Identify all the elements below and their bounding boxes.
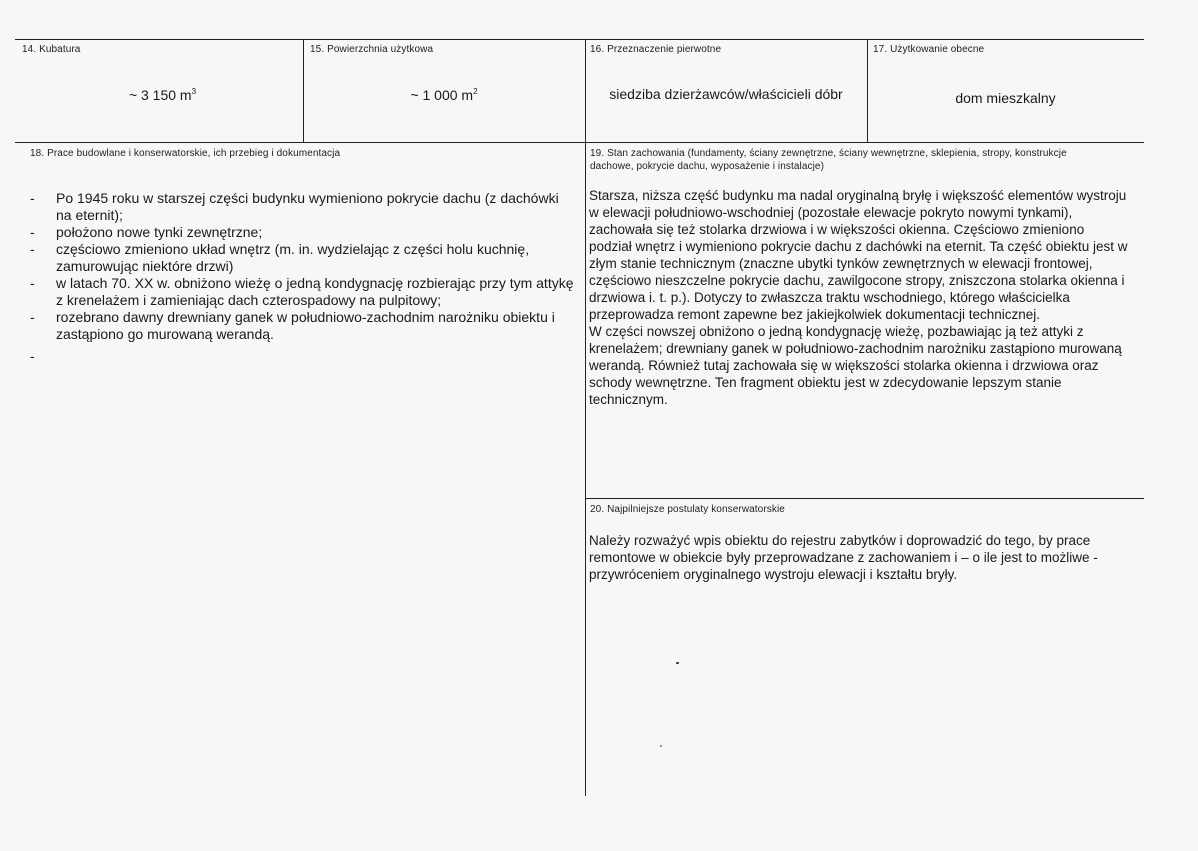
middle-rule xyxy=(15,142,1144,143)
list-item-text: Po 1945 roku w starszej części budynku wymieniono pokrycie dachu (z dachówki na eternit); xyxy=(56,190,559,223)
list-dash: - xyxy=(30,275,35,291)
field-14-label: 14. Kubatura xyxy=(22,44,81,55)
list-dash: - xyxy=(30,190,35,206)
list-dash: - xyxy=(30,241,35,257)
list-item-text: rozebrano dawny drewniany ganek w południowo-zachodnim narożniku obiektu i zastąpiono go murowaną werandą. xyxy=(56,309,555,342)
field-19-text: Starsza, niższa część budynku ma nadal oryginalną bryłę i większość elementów wystroju w elewacji południowo-wschodniej (pozostałe elewacje pokryto nowymi tynkami), zachowała się też stolarka drzwiowa i w większości okienna. Częściowo zmieniono podział wnętrz i wymieniono pokrycie dachu z dachówki na eternit. Ta część obiektu jest w złym stanie technicznym (znaczne ubytki tynków zewnętrznych w elewacji frontowej, częściowo nieszczelne pokrycie dachu, zawilgocone stropy, zniszczona stolarka okienna i drzwiowa i. t. p.). Dotyczy to zwłaszcza traktu wschodniego, którego właścicielka przeprowadza remont zapewne bez jakiejkolwiek dokumentacji technicznej. W części nowszej obniżono o jedną kondygnację wieżę, pozbawiając ją też attyki z krenelażem; drewniany ganek w południowo-zachodnim narożniku zastąpiono murowaną werandą. Również tutaj zachowała się w większości stolarka okienna i drzwiowa oraz schody wewnętrzne. Ten fragment obiektu jest w zdecydowanie lepszym stanie technicznym. xyxy=(589,188,1128,407)
list-item xyxy=(30,275,578,309)
field-14-value-text: ~ 3 150 m xyxy=(128,87,192,103)
field-20-text: Należy rozważyć wpis obiektu do rejestru zabytków i doprowadzić do tego, by prace remontowe w obiekcie były przeprowadzane z zachowaniem i – o ile jest to możliwe - przywróceniem oryginalnego wystroju elewacji i kształtu bryły. xyxy=(589,533,1098,582)
field-20-label: 20. Najpilniejsze postulaty konserwatorskie xyxy=(590,504,785,515)
field-15-value-text: ~ 1 000 m xyxy=(410,87,474,103)
list-dash: - xyxy=(30,309,35,325)
list-item-text: położono nowe tynki zewnętrzne; xyxy=(56,224,263,240)
scan-speck xyxy=(660,745,662,747)
field-19-label: 19. Stan zachowania (fundamenty, ściany zewnętrzne, ściany wewnętrzne, sklepienia, stropy, konstrukcje dachowe, pokrycie dachu, wyposażenie i instalacje) xyxy=(590,148,1067,172)
divider-15-16 xyxy=(585,39,586,796)
field-17-label: 17. Użytkowanie obecne xyxy=(873,44,985,55)
field-18-label: 18. Prace budowlane i konserwatorskie, ich przebieg i dokumentacja xyxy=(30,148,341,159)
field-14-value xyxy=(22,87,303,103)
list-item-text: w latach 70. XX w. obniżono wieżę o jedną kondygnację rozbierając przy tym attykę z krenelażem i zamieniając dach czterospadowy na pulpitowy; xyxy=(56,275,574,308)
list-item xyxy=(30,241,578,275)
top-rule xyxy=(15,39,1144,40)
field-18-list xyxy=(30,190,578,343)
field-14-value-sup: 3 xyxy=(191,87,197,96)
list-item-text: częściowo zmieniono układ wnętrz (m. in. wydzielając z części holu kuchnię, zamurowując niektóre drzwi) xyxy=(56,241,530,274)
field-15-value-sup: 2 xyxy=(473,87,478,96)
list-dash: - xyxy=(30,224,35,240)
field-15-label: 15. Powierzchnia użytkowa xyxy=(310,44,434,55)
list-item xyxy=(30,309,578,343)
list-item xyxy=(30,224,578,241)
field-16-label: 16. Przeznaczenie pierwotne xyxy=(590,44,722,55)
field-18-trailing-dash: - xyxy=(30,348,35,364)
field-15-value xyxy=(303,87,585,103)
field-20-rule xyxy=(585,498,1144,499)
scan-speck xyxy=(676,662,679,664)
list-item xyxy=(30,190,578,224)
field-16-value: siedziba dzierżawców/właścicieli dóbr xyxy=(609,86,843,102)
field-17-value: dom mieszkalny xyxy=(955,90,1056,106)
